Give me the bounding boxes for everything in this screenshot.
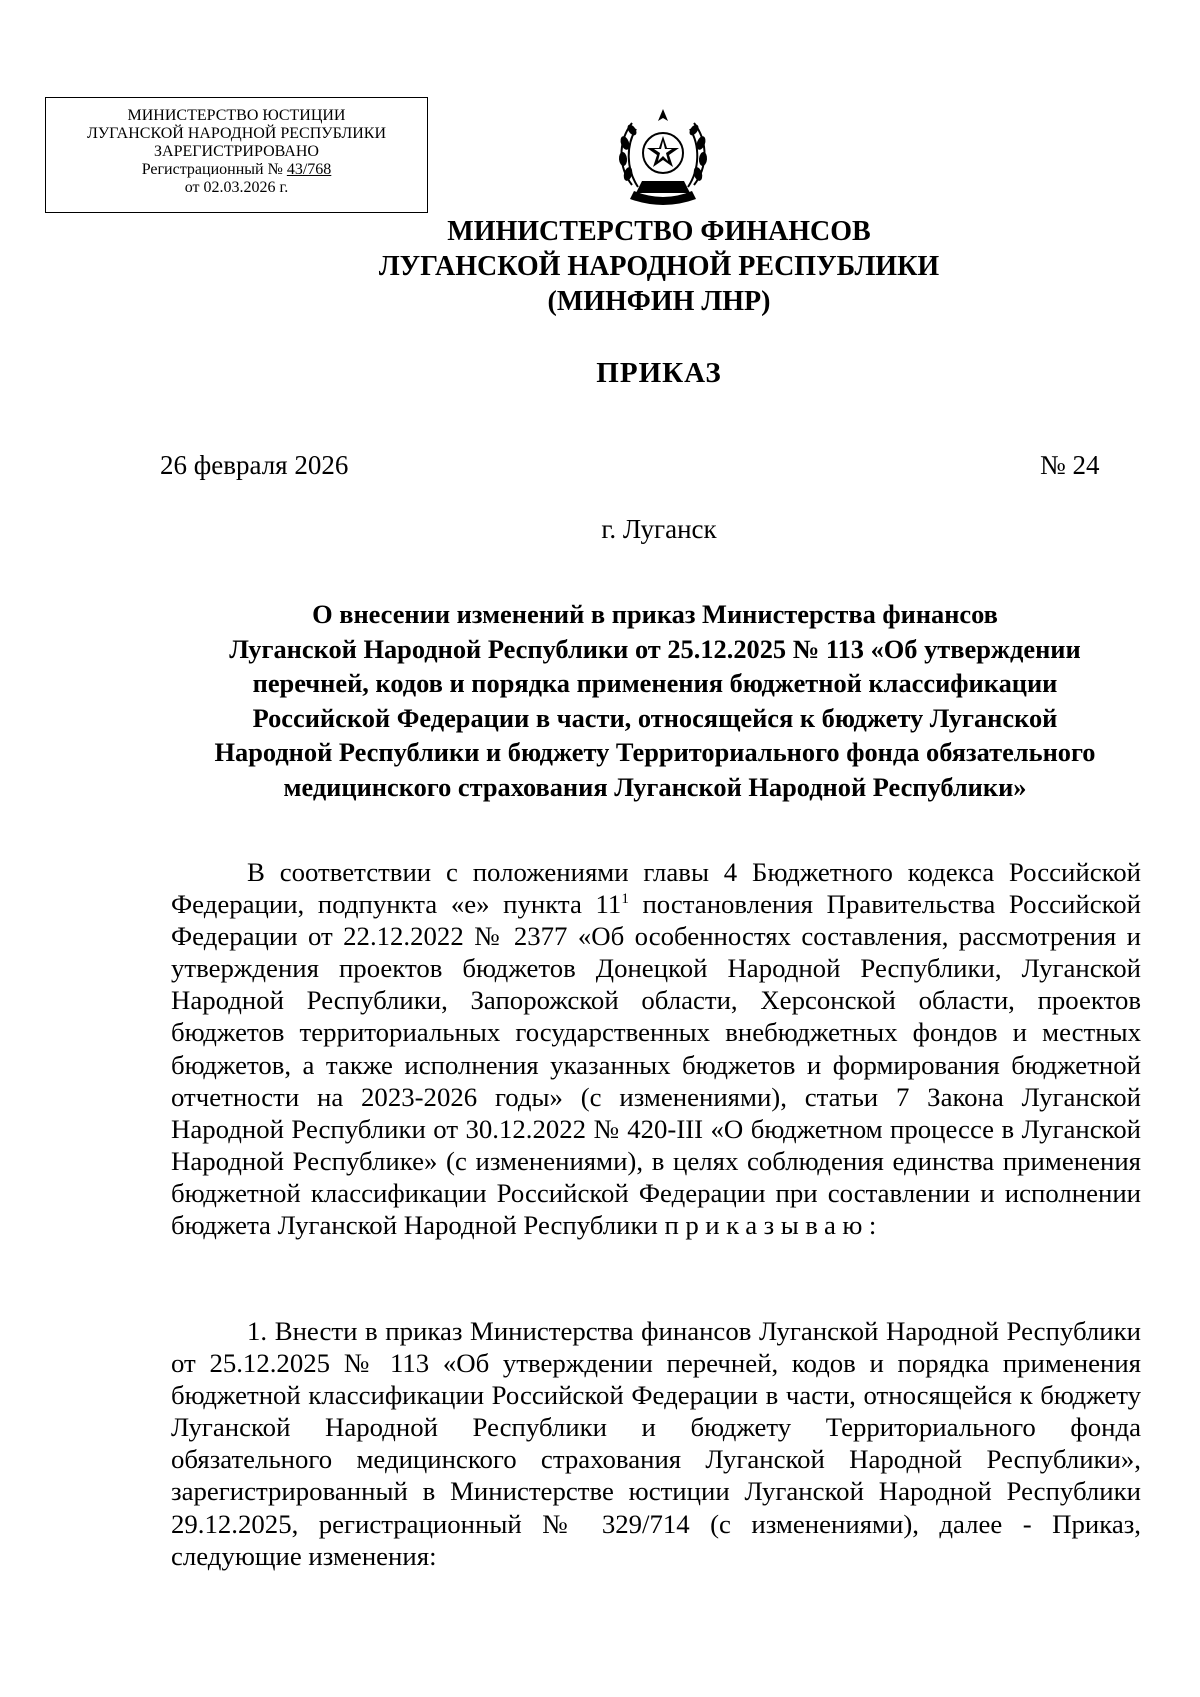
subject-line: медицинского страхования Луганской Народной Республики» bbox=[283, 771, 1027, 802]
subject-line: Народной Республики и бюджету Территориального фонда обязательного bbox=[214, 737, 1096, 767]
order-word: приказываю: bbox=[664, 1210, 883, 1241]
order-number: № 24 bbox=[1040, 450, 1100, 480]
subject-line: перечней, кодов и порядка применения бюджетной классификации bbox=[252, 668, 1058, 698]
footnote-superscript: 1 bbox=[621, 891, 629, 908]
stamp-line-ministry: МИНИСТЕРСТВО ЮСТИЦИИ bbox=[127, 107, 346, 124]
subject-line: Луганской Народной Республики от 25.12.2025 № 113 «Об утверждении bbox=[229, 633, 1081, 664]
subject-line: Российской Федерации в части, относящейся к бюджету Луганской bbox=[252, 702, 1058, 733]
order-date: 26 февраля 2026 bbox=[160, 450, 349, 480]
coat-of-arms-icon bbox=[612, 103, 714, 209]
order-city: г. Луганск bbox=[601, 514, 717, 544]
ministry-header bbox=[0, 214, 1200, 319]
ministry-name-line2: ЛУГАНСКОЙ НАРОДНОЙ РЕСПУБЛИКИ bbox=[378, 251, 940, 282]
stamp-line-registered: ЗАРЕГИСТРИРОВАНО bbox=[154, 143, 319, 160]
ministry-name-line1: МИНИСТЕРСТВО ФИНАНСОВ bbox=[447, 216, 871, 247]
order-subject bbox=[160, 597, 1150, 804]
stamp-reg-label: Регистрационный № bbox=[141, 161, 283, 178]
item-1-paragraph: 1. Внести в приказ Министерства финансов Луганской Народной Республики от 25.12.2025 № 113 «Об утверждении перечней, кодов и порядка применения бюджетной классификации Российской Федерации в части, относящейся к бюджету Луганской Народной Республики и бюджету Территориального фонда обязательного медицинского страхования Луганской Народной Республики», зарегистрированный в Министерстве юстиции Луганской Народной Республики 29.12.2025, регистрационный № 329/714 (с изменениями), далее - Приказ, следующие изменения: bbox=[171, 1316, 1141, 1571]
stamp-reg-line bbox=[46, 161, 427, 179]
preamble-text-rest: постановления Правительства Российской Федерации от 22.12.2022 № 2377 «Об особенностях составления, рассмотрения и утверждения проектов бюджетов Донецкой Народной Республики, Луганской Народной Республики, Запорожской области, Херсонской области, проектов бюджетов территориальных государственных внебюджетных фондов и местных бюджетов, а также исполнения указанных бюджетов и формирования бюджетной отчетности на 2023-2026 годы» (с изменениями), статьи 7 Закона Луганской Народной Республики от 30.12.2022 № 420-III «О бюджетном процессе в Луганской Народной Республике» (с изменениями), в целях соблюдения единства применения бюджетной классификации Российской Федерации при составлении и исполнении бюджета Луганской Народной Республики bbox=[171, 889, 1141, 1241]
preamble-paragraph bbox=[171, 856, 1141, 1241]
document-type-title: ПРИКАЗ bbox=[596, 357, 722, 389]
stamp-date: от 02.03.2026 г. bbox=[184, 179, 289, 196]
stamp-reg-number: 43/768 bbox=[286, 161, 332, 178]
preamble-text-start: В соответствии с положениями главы 4 Бюджетного кодекса Российской Федерации, подпункта «е» пункта 11 bbox=[171, 857, 1141, 920]
subject-line: О внесении изменений в приказ Министерства финансов bbox=[312, 599, 998, 629]
ministry-abbreviation: (МИНФИН ЛНР) bbox=[547, 286, 771, 317]
registration-stamp bbox=[45, 97, 428, 213]
stamp-line-republic: ЛУГАНСКОЙ НАРОДНОЙ РЕСПУБЛИКИ bbox=[86, 125, 387, 142]
